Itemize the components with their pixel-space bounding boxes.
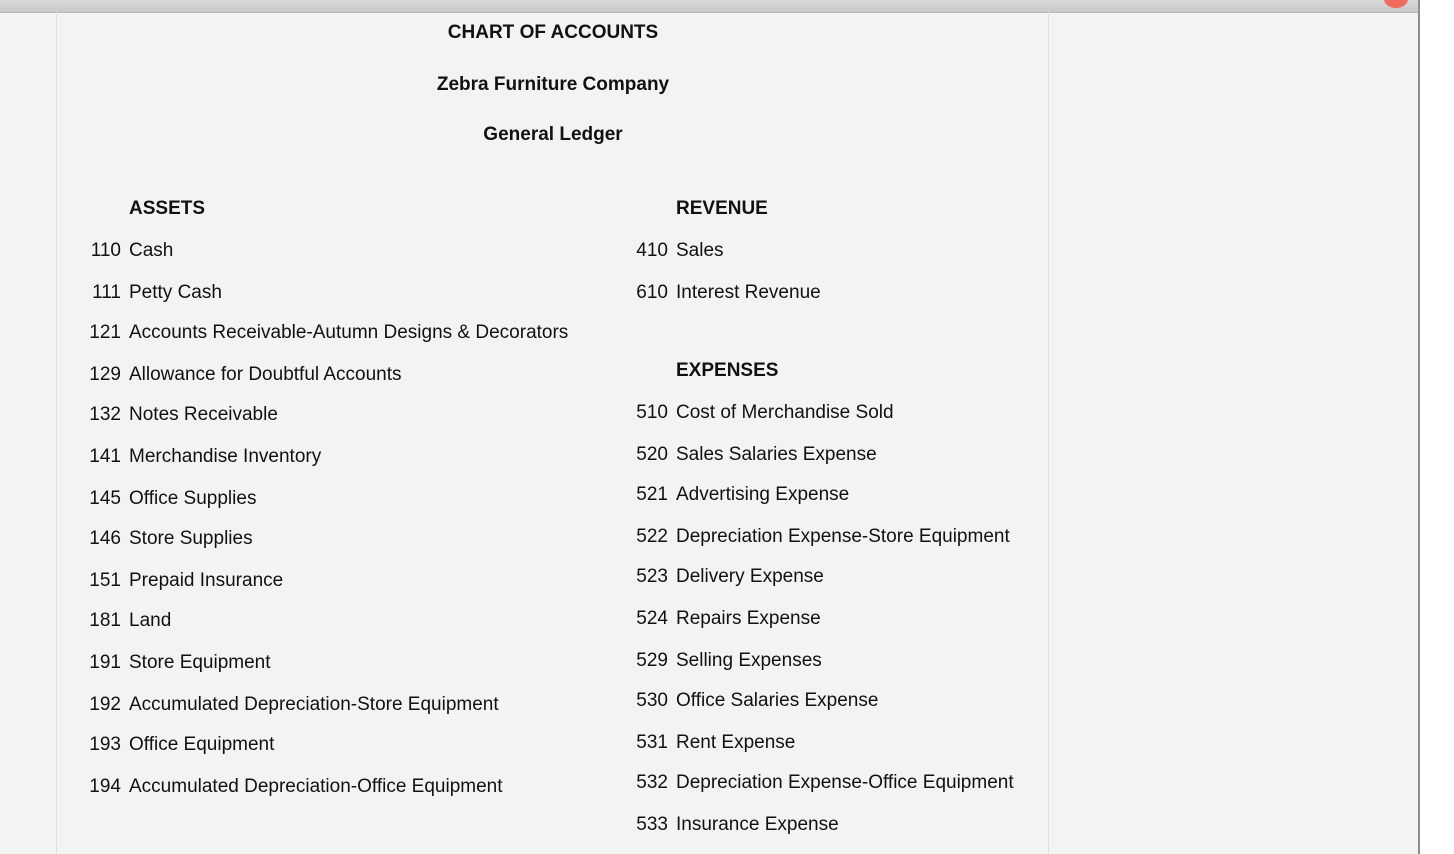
account-number: 146 (89, 528, 121, 549)
account-number: 532 (636, 772, 668, 793)
account-number: 181 (89, 610, 121, 631)
account-name: Accounts Receivable-Autumn Designs & Decorators (129, 322, 569, 343)
account-number: 193 (89, 734, 121, 755)
account-number: 523 (636, 566, 668, 587)
account-name: Office Salaries Expense (676, 690, 879, 711)
account-name: Office Supplies (129, 488, 257, 509)
account-number: 529 (636, 650, 668, 671)
account-name: Interest Revenue (676, 282, 821, 303)
account-number: 522 (636, 526, 668, 547)
account-name: Cost of Merchandise Sold (676, 402, 894, 423)
account-number: 132 (89, 404, 121, 425)
account-name: Accumulated Depreciation-Office Equipment (129, 776, 503, 797)
account-name: Rent Expense (676, 732, 796, 753)
account-number: 410 (636, 240, 668, 261)
account-name: Sales (676, 240, 724, 261)
account-name: Insurance Expense (676, 814, 839, 835)
account-name: Store Supplies (129, 528, 253, 549)
account-number: 524 (636, 608, 668, 629)
account-number: 111 (92, 282, 121, 303)
account-number: 129 (89, 364, 121, 385)
account-number: 531 (636, 732, 668, 753)
account-name: Office Equipment (129, 734, 275, 755)
ledger-name: General Ledger (483, 124, 623, 145)
account-number: 510 (636, 402, 668, 423)
account-name: Accumulated Depreciation-Store Equipment (129, 694, 499, 715)
account-name: Delivery Expense (676, 566, 824, 587)
account-number: 533 (636, 814, 668, 835)
account-name: Advertising Expense (676, 484, 850, 505)
account-name: Notes Receivable (129, 404, 278, 425)
expenses-heading: EXPENSES (676, 360, 779, 381)
window-title-bar (0, 0, 1420, 13)
account-name: Depreciation Expense-Store Equipment (676, 526, 1010, 547)
account-number: 121 (89, 322, 121, 343)
company-name: Zebra Furniture Company (436, 74, 670, 95)
page-left-margin (56, 12, 57, 854)
account-number: 194 (89, 776, 121, 797)
account-number: 151 (89, 570, 121, 591)
account-name: Petty Cash (129, 282, 222, 303)
account-number: 521 (636, 484, 668, 505)
account-name: Allowance for Doubtful Accounts (129, 364, 402, 385)
revenue-heading: REVENUE (676, 198, 768, 219)
page-title: CHART OF ACCOUNTS (447, 22, 659, 43)
account-name: Merchandise Inventory (129, 446, 322, 467)
account-number: 530 (636, 690, 668, 711)
assets-heading: ASSETS (129, 198, 206, 219)
account-number: 145 (89, 488, 121, 509)
account-number: 141 (89, 446, 121, 467)
account-number: 520 (636, 444, 668, 465)
account-number: 192 (89, 694, 121, 715)
account-name: Store Equipment (129, 652, 271, 673)
account-number: 610 (636, 282, 668, 303)
account-name: Prepaid Insurance (129, 570, 284, 591)
account-name: Repairs Expense (676, 608, 821, 629)
account-name: Depreciation Expense-Office Equipment (676, 772, 1014, 793)
account-name: Selling Expenses (676, 650, 822, 671)
account-number: 110 (90, 240, 121, 261)
account-number: 191 (89, 652, 121, 673)
account-name: Cash (129, 240, 174, 261)
account-name: Sales Salaries Expense (676, 444, 877, 465)
window-background (1420, 0, 1454, 854)
page-right-margin (1048, 12, 1049, 854)
account-name: Land (129, 610, 172, 631)
